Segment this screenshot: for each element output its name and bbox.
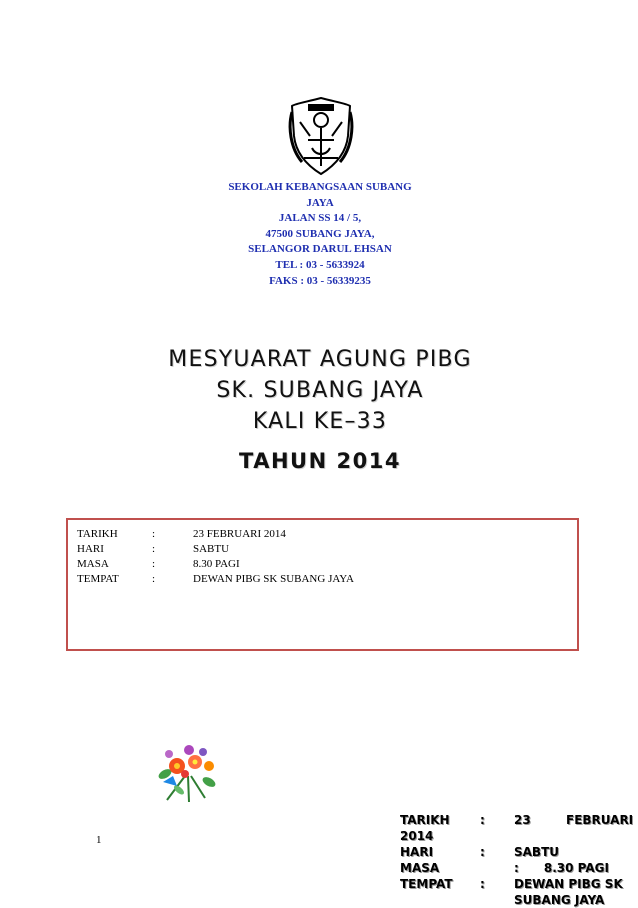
overflow-value: SABTU (514, 845, 560, 859)
school-name-line1: SEKOLAH KEBANGSAAN SUBANG (228, 181, 412, 193)
overflow-value: 23 (514, 813, 531, 827)
overflow-separator: : (480, 845, 485, 859)
school-address-line2: 47500 SUBANG JAYA, (265, 227, 375, 240)
overflow-key: TEMPAT (400, 877, 453, 891)
page-number: 1 (96, 834, 102, 846)
detail-value: DEWAN PIBG SK SUBANG JAYA (193, 573, 354, 585)
detail-separator: : (152, 543, 156, 555)
detail-separator: : (152, 573, 156, 585)
details-list (77, 527, 537, 587)
detail-row-tempat (77, 572, 537, 587)
detail-separator: : (152, 528, 156, 540)
overflow-separator: : (480, 877, 485, 891)
school-name-line2: JAYA (306, 196, 334, 209)
school-header (170, 180, 470, 289)
detail-value: 8.30 PAGI (193, 558, 240, 570)
title-year: TAHUN 2014 (239, 449, 401, 473)
title-line3: KALI KE–33 (252, 409, 388, 434)
detail-row-tarikh (77, 527, 537, 542)
overflow-value: FEBRUARI (566, 813, 634, 827)
overflow-row-year (400, 828, 638, 844)
detail-key: TARIKH (77, 528, 118, 540)
school-crest-icon (286, 96, 356, 176)
overflow-row-tempat (400, 876, 638, 892)
overflow-row-tempat-cont (400, 892, 638, 908)
overflow-row-hari (400, 844, 638, 860)
overflow-key: HARI (400, 845, 434, 859)
school-telephone: TEL : 03 - 5633924 (275, 258, 365, 271)
school-address-line3: SELANGOR DARUL EHSAN (248, 243, 392, 256)
flower-bouquet-icon (155, 742, 221, 804)
detail-key: TEMPAT (77, 573, 119, 585)
detail-row-masa (77, 557, 537, 572)
overflow-details (400, 812, 638, 908)
overflow-row-tarikh (400, 812, 638, 828)
overflow-value: : 8.30 PAGI (514, 861, 609, 875)
school-address-line1: JALAN SS 14 / 5, (278, 212, 362, 225)
overflow-value: DEWAN PIBG SK (514, 877, 623, 891)
school-fax: FAKS : 03 - 56339235 (269, 274, 371, 287)
overflow-value: 2014 (400, 829, 434, 843)
overflow-key: TARIKH (400, 813, 450, 827)
detail-separator: : (152, 558, 156, 570)
overflow-separator: : (480, 813, 485, 827)
title-line1: MESYUARAT AGUNG PIBG (168, 347, 472, 372)
detail-key: HARI (77, 543, 104, 555)
detail-value: SABTU (193, 543, 230, 555)
detail-value: 23 FEBRUARI 2014 (193, 528, 286, 540)
meeting-title (120, 344, 520, 477)
detail-key: MASA (77, 558, 109, 570)
detail-row-hari (77, 542, 537, 557)
overflow-row-masa (400, 860, 638, 876)
title-line2: SK. SUBANG JAYA (216, 378, 424, 403)
overflow-key: MASA (400, 861, 440, 875)
overflow-value: SUBANG JAYA (514, 893, 605, 907)
